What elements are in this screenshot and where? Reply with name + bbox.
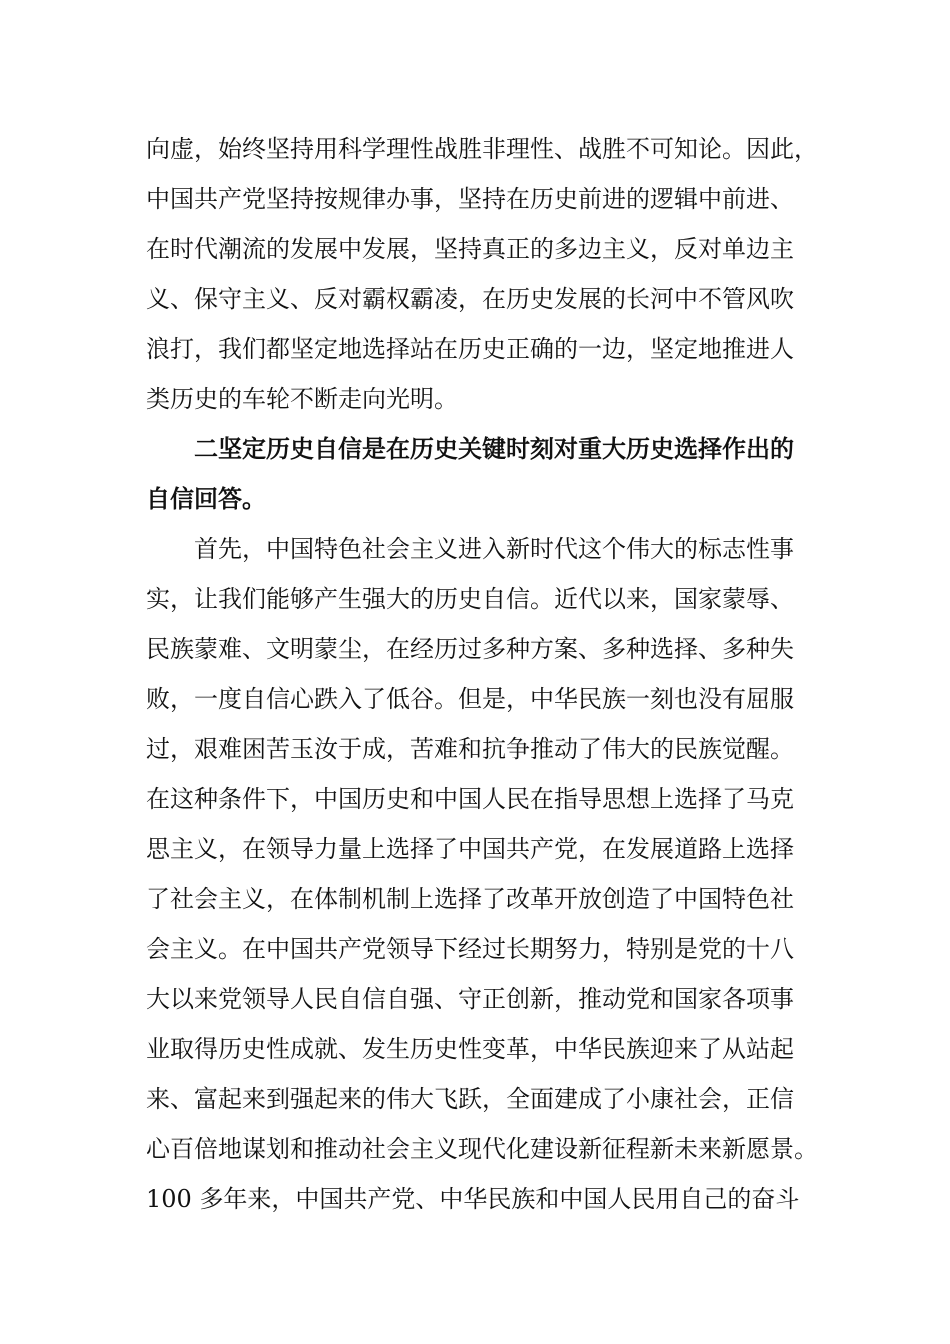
paragraph-line: 义、保守主义、反对霸权霸凌，在历史发展的长河中不管风吹: [146, 285, 794, 313]
paragraph-line: 过，艰难困苦玉汝于成，苦难和抗争推动了伟大的民族觉醒。: [146, 735, 794, 763]
paragraph-line: 败，一度自信心跌入了低谷。但是，中华民族一刻也没有屈服: [146, 685, 794, 713]
paragraph-line: 在时代潮流的发展中发展，坚持真正的多边主义，反对单边主: [146, 235, 794, 263]
paragraph-line: 在这种条件下，中国历史和中国人民在指导思想上选择了马克: [146, 785, 794, 813]
paragraph-line: 100 多年来，中国共产党、中华民族和中国人民用自己的奋斗: [146, 1185, 800, 1213]
paragraph-line: 业取得历史性成就、发生历史性变革，中华民族迎来了从站起: [146, 1035, 794, 1063]
body-text: [146, 124, 826, 1224]
paragraph-line: 向虚，始终坚持用科学理性战胜非理性、战胜不可知论。因此，: [146, 135, 818, 163]
paragraph-line: 浪打，我们都坚定地选择站在历史正确的一边，坚定地推进人: [146, 335, 794, 363]
section-heading-line: 自信回答。: [146, 485, 266, 513]
paragraph-line: 大以来党领导人民自信自强、守正创新，推动党和国家各项事: [146, 985, 794, 1013]
paragraph-line: 会主义。在中国共产党领导下经过长期努力，特别是党的十八: [146, 935, 794, 963]
paragraph-line: 了社会主义，在体制机制上选择了改革开放创造了中国特色社: [146, 885, 794, 913]
paragraph-line: 心百倍地谋划和推动社会主义现代化建设新征程新未来新愿景。: [146, 1135, 818, 1163]
paragraph-line: 中国共产党坚持按规律办事，坚持在历史前进的逻辑中前进、: [146, 185, 794, 213]
paragraph-line: 民族蒙难、文明蒙尘，在经历过多种方案、多种选择、多种失: [146, 635, 794, 663]
paragraph-line: 实，让我们能够产生强大的历史自信。近代以来，国家蒙辱、: [146, 585, 794, 613]
paragraph-line: 类历史的车轮不断走向光明。: [146, 385, 458, 413]
section-heading-line: 二坚定历史自信是在历史关键时刻对重大历史选择作出的: [194, 435, 794, 463]
paragraph-line: 思主义，在领导力量上选择了中国共产党，在发展道路上选择: [146, 835, 794, 863]
paragraph-line: 来、富起来到强起来的伟大飞跃，全面建成了小康社会，正信: [146, 1085, 794, 1113]
paragraph-line: 首先，中国特色社会主义进入新时代这个伟大的标志性事: [194, 535, 794, 563]
